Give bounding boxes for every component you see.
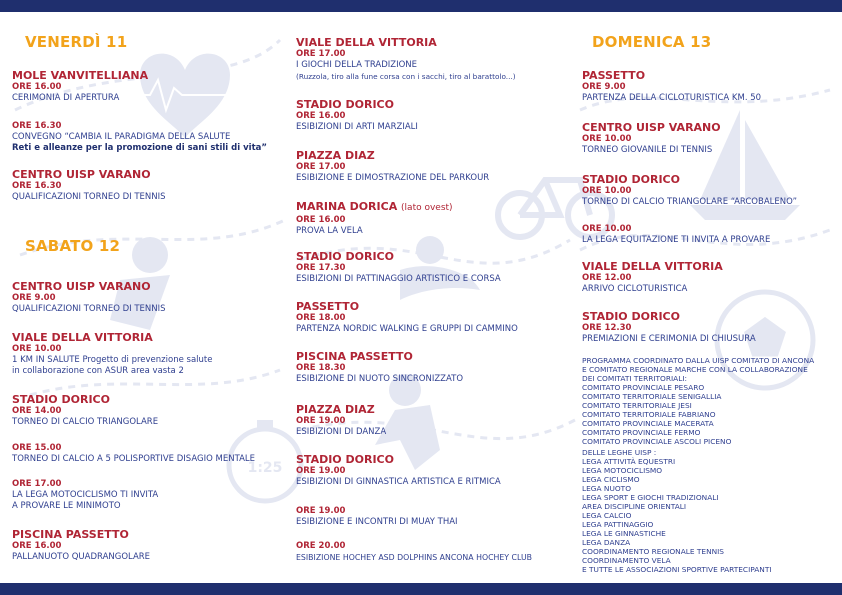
organizer-line: COMITATO TERRITORIALE JESI	[582, 401, 692, 410]
event-description: LA LEGA EQUITAZIONE TI INVITA A PROVARE	[582, 235, 771, 245]
event-description: in collaborazione con ASUR area vasta 2	[12, 366, 184, 376]
event-location: MOLE VANVITELLIANA	[12, 69, 149, 82]
event-time: ORE 19.00	[296, 466, 346, 476]
bottom-bar	[0, 583, 842, 595]
event-time: ORE 19.00	[296, 506, 346, 516]
event-time: ORE 20.00	[296, 541, 346, 551]
organizer-line: AREA DISCIPLINE ORIENTALI	[582, 502, 687, 511]
event-description: ESIBIZIONE E DIMOSTRAZIONE DEL PARKOUR	[296, 173, 490, 183]
event-description: ESIBIZIONI DI ARTI MARZIALI	[296, 122, 418, 132]
event-location: STADIO DORICO	[12, 393, 110, 406]
day-title-saturday: SABATO 12	[25, 237, 121, 255]
event-description: TORNEO DI CALCIO TRIANGOLARE “ARCOBALENO”	[582, 197, 798, 207]
event-item	[582, 310, 756, 345]
event-item	[12, 168, 166, 203]
event-item	[296, 453, 501, 488]
event-description: QUALIFICAZIONI TORNEO DI TENNIS	[12, 304, 166, 314]
event-description: I GIOCHI DELLA TRADIZIONE	[296, 60, 417, 70]
event-description: ESIBIZIONI DI PATTINAGGIO ARTISTICO E CORSA	[296, 274, 501, 284]
event-time: ORE 16.00	[12, 82, 62, 92]
event-time: ORE 17.30	[296, 263, 346, 273]
stopwatch-readout: 1:25	[247, 460, 283, 476]
organizer-line: COMITATO TERRITORIALE FABRIANO	[582, 410, 716, 419]
organizer-line: COMITATO PROVINCIALE ASCOLI PICENO	[582, 437, 732, 446]
event-description: LA LEGA MOTOCICLISMO TI INVITA	[12, 490, 159, 500]
event-time: ORE 10.00	[582, 224, 632, 234]
event-time: ORE 18.00	[296, 313, 346, 323]
event-item	[582, 173, 797, 208]
event-description: ESIBIZIONI DI GINNASTICA ARTISTICA E RITMICA	[296, 477, 501, 487]
event-description: ESIBIZIONI DI DANZA	[296, 427, 387, 437]
event-item	[296, 149, 489, 184]
event-description: (Ruzzola, tiro alla fune corsa con i sacchi, tiro al barattolo...)	[296, 72, 516, 81]
event-time: ORE 10.00	[582, 134, 632, 144]
event-description: QUALIFICAZIONI TORNEO DI TENNIS	[12, 192, 166, 202]
event-time: ORE 15.00	[12, 443, 62, 453]
event-description: PALLANUOTO QUADRANGOLARE	[12, 552, 151, 562]
event-item	[296, 98, 418, 133]
event-location-name: MARINA DORICA	[296, 200, 398, 213]
event-location: STADIO DORICO	[296, 453, 394, 466]
event-description: TORNEO DI CALCIO TRIANGOLARE	[12, 417, 159, 427]
organizer-line: LEGA PATTINAGGIO	[582, 520, 654, 529]
event-item	[582, 69, 761, 104]
event-time: ORE 17.00	[296, 162, 346, 172]
day-title-friday: VENERDÌ 11	[25, 33, 128, 51]
organizer-line: DEI COMITATI TERRITORIALI:	[582, 374, 688, 383]
event-location: CENTRO UISP VARANO	[12, 168, 151, 181]
organizer-line: PROGRAMMA COORDINATO DALLA UISP COMITATO DI ANCONA	[582, 356, 815, 365]
event-location: PISCINA PASSETTO	[12, 528, 129, 541]
event-description: ESIBIZIONE HOCHEY ASD DOLPHINS ANCONA HOCHEY CLUB	[296, 553, 533, 562]
organizer-line: LEGA DANZA	[582, 538, 631, 547]
event-time: ORE 17.00	[296, 49, 346, 59]
organizer-line: COORDINAMENTO REGIONALE TENNIS	[582, 547, 725, 556]
event-location: CENTRO UISP VARANO	[12, 280, 151, 293]
organizers-list	[582, 356, 814, 574]
event-item	[12, 528, 150, 563]
event-description: ESIBIZIONE E INCONTRI DI MUAY THAI	[296, 517, 458, 527]
event-description: TORNEO GIOVANILE DI TENNIS	[582, 145, 713, 155]
event-location: VIALE DELLA VITTORIA	[296, 36, 437, 49]
organizer-line: LEGA ATTIVITÀ EQUESTRI	[582, 457, 676, 466]
event-item	[296, 200, 453, 237]
event-item	[12, 479, 158, 512]
event-time: ORE 16.00	[296, 215, 346, 225]
event-time: ORE 17.00	[12, 479, 62, 489]
event-time: ORE 12.30	[582, 323, 632, 333]
event-item	[296, 300, 518, 335]
event-item	[12, 331, 212, 377]
event-time: ORE 14.00	[12, 406, 62, 416]
event-location: PIAZZA DIAZ	[296, 403, 375, 416]
event-location: VIALE DELLA VITTORIA	[582, 260, 723, 273]
organizer-line: E COMITATO REGIONALE MARCHE CON LA COLLABORAZIONE	[582, 365, 808, 374]
event-description: CERIMONIA DI APERTURA	[12, 93, 120, 103]
organizer-line: COMITATO PROVINCIALE PESARO	[582, 383, 705, 392]
event-location: PISCINA PASSETTO	[296, 350, 413, 363]
event-description: PARTENZA DELLA CICLOTURISTICA KM. 50	[582, 93, 762, 103]
event-item	[12, 280, 166, 315]
event-item	[296, 350, 463, 385]
organizer-line: COMITATO PROVINCIALE MACERATA	[582, 419, 714, 428]
event-item	[296, 250, 501, 285]
event-item	[12, 121, 267, 154]
event-location: PIAZZA DIAZ	[296, 149, 375, 162]
event-location: PASSETTO	[582, 69, 646, 82]
event-item	[582, 260, 723, 295]
event-location: CENTRO UISP VARANO	[582, 121, 721, 134]
event-description: A PROVARE LE MINIMOTO	[12, 501, 121, 511]
organizer-line: LEGA CALCIO	[582, 511, 632, 520]
event-location: STADIO DORICO	[582, 173, 680, 186]
organizer-line: LEGA NUOTO	[582, 484, 632, 493]
event-location: STADIO DORICO	[296, 250, 394, 263]
event-description: Reti e alleanze per la promozione di sani stili di vita”	[12, 143, 267, 153]
event-item	[296, 403, 386, 438]
event-time: ORE 18.30	[296, 363, 346, 373]
event-location: STADIO DORICO	[296, 98, 394, 111]
event-time: ORE 19.00	[296, 416, 346, 426]
event-item	[12, 69, 148, 104]
event-description: TORNEO DI CALCIO A 5 POLISPORTIVE DISAGIO MENTALE	[12, 454, 256, 464]
event-item	[582, 224, 770, 246]
event-time: ORE 10.00	[582, 186, 632, 196]
event-time: ORE 16.30	[12, 181, 62, 191]
event-time: ORE 9.00	[582, 82, 626, 92]
event-location: PASSETTO	[296, 300, 360, 313]
event-description: PREMIAZIONI E CERIMONIA DI CHIUSURA	[582, 334, 756, 344]
event-item	[296, 541, 532, 563]
event-time: ORE 16.00	[296, 111, 346, 121]
event-time: ORE 9.00	[12, 293, 56, 303]
event-description: ARRIVO CICLOTURISTICA	[582, 284, 688, 294]
event-time: ORE 16.30	[12, 121, 62, 131]
organizer-line: LEGA MOTOCICLISMO	[582, 466, 663, 475]
event-item	[296, 36, 516, 82]
organizer-line: LEGA CICLISMO	[582, 475, 640, 484]
event-location-note: (lato ovest)	[401, 203, 453, 213]
event-item	[12, 393, 158, 428]
event-item	[296, 506, 458, 528]
event-item	[12, 443, 255, 465]
organizer-line: COMITATO PROVINCIALE FERMO	[582, 428, 701, 437]
organizer-line: COMITATO TERRITORIALE SENIGALLIA	[582, 392, 722, 401]
organizer-line: DELLE LEGHE UISP :	[582, 448, 657, 457]
organizer-line: LEGA LE GINNASTICHE	[582, 529, 666, 538]
event-description: PROVA LA VELA	[296, 226, 363, 236]
event-time: ORE 10.00	[12, 344, 62, 354]
event-description: ESIBIZIONE DI NUOTO SINCRONIZZATO	[296, 374, 464, 384]
organizer-line: LEGA SPORT E GIOCHI TRADIZIONALI	[582, 493, 719, 502]
organizer-line: E TUTTE LE ASSOCIAZIONI SPORTIVE PARTECIPANTI	[582, 565, 772, 574]
event-description: PARTENZA NORDIC WALKING E GRUPPI DI CAMMINO	[296, 324, 518, 334]
event-item	[582, 121, 721, 156]
event-time: ORE 12.00	[582, 273, 632, 283]
event-description: 1 KM IN SALUTE Progetto di prevenzione salute	[12, 355, 213, 365]
day-title-sunday: DOMENICA 13	[592, 33, 712, 51]
event-location: VIALE DELLA VITTORIA	[12, 331, 153, 344]
organizer-line: COORDINAMENTO VELA	[582, 556, 671, 565]
event-location: STADIO DORICO	[582, 310, 680, 323]
event-time: ORE 16.00	[12, 541, 62, 551]
event-description: CONVEGNO “CAMBIA IL PARADIGMA DELLA SALUTE	[12, 132, 231, 142]
event-location	[296, 200, 453, 215]
